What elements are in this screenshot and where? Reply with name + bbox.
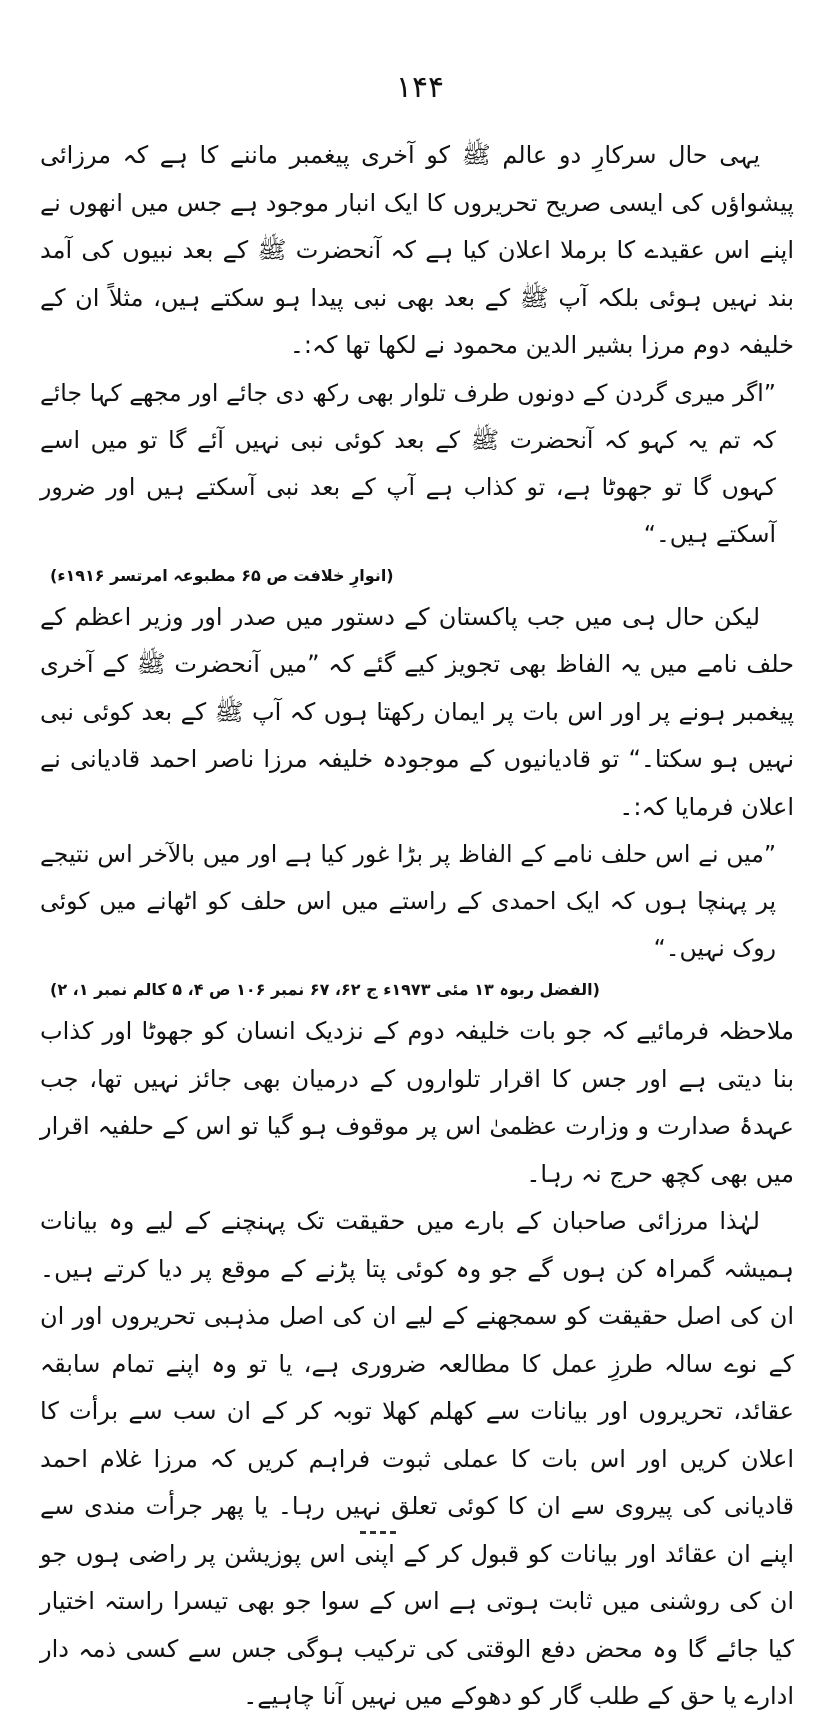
- paragraph-3: ملاحظہ فرمائیے کہ جو بات خلیفہ دوم کے نزدیک انسان کو جھوٹا اور کذاب بنا دیتی ہے اور جس کا اقرار تلواروں کے درمیان بھی جائز نہیں تھا، جب عہدۂ صدارت و وزارت عظمیٰ اس پر موقوف ہو گیا تو اس کے حلفیہ اقرار میں بھی کچھ حرج نہ رہا۔: [40, 1017, 794, 1188]
- footer-mark: [360, 1531, 396, 1538]
- quote-2: ”میں نے اس حلف نامے کے الفاظ پر بڑا غور کیا ہے اور میں بالآخر اس نتیجے پر پہنچا ہوں کہ ایک احمدی کے راستے میں اس حلف کو اٹھانے میں کوئی روک نہیں۔“: [40, 840, 776, 962]
- body-text: [40, 132, 794, 1721]
- page-number: ۱۴۴: [395, 70, 445, 105]
- citation-1: (انوارِ خلافت ص ۶۵ مطبوعہ امرتسر ۱۹۱۶ء): [50, 565, 394, 585]
- citation-2: (الفضل ربوہ ۱۳ مئی ۱۹۷۳ء ج ۶۲، ۶۷ نمبر ۱۰۶ ص ۴، ۵ کالم نمبر ۱، ۲): [50, 980, 600, 999]
- quote-1: ”اگر میری گردن کے دونوں طرف تلوار بھی رکھ دی جائے اور مجھے کہا جائے کہ تم یہ کہو کہ آنحضرت ﷺ کے بعد کوئی نبی نہیں آئے گا تو میں اسے کہوں گا تو جھوٹا ہے، تو کذاب ہے آپ کے بعد نبی آسکتے ہیں اور ضرور آسکتے ہیں۔“: [40, 378, 776, 548]
- paragraph-1: یہی حال سرکارِ دو عالم ﷺ کو آخری پیغمبر ماننے کا ہے کہ مرزائی پیشواؤں کی ایسی صریح تحریروں کا ایک انبار موجود ہے جس میں انھوں نے اپنے اس عقیدے کا برملا اعلان کیا ہے کہ آنحضرت ﷺ کے بعد نبیوں کی آمد بند نہیں ہوئی بلکہ آپ ﷺ کے بعد بھی نبی پیدا ہو سکتے ہیں، مثلاً ان کے خلیفہ دوم مرزا بشیر الدین محمود نے لکھا تھا کہ:۔: [40, 141, 794, 359]
- paragraph-2: لیکن حال ہی میں جب پاکستان کے دستور میں صدر اور وزیر اعظم کے حلف نامے میں یہ الفاظ بھی تجویز کیے گئے کہ ”میں آنحضرت ﷺ کے آخری پیغمبر ہونے پر اور اس بات پر ایمان رکھتا ہوں کہ آپ ﷺ کے بعد کوئی نبی نہیں ہو سکتا۔“ تو قادیانیوں کے موجودہ خلیفہ مرزا ناصر احمد قادیانی نے اعلان فرمایا کہ:۔: [40, 602, 794, 821]
- paragraph-4: لہٰذا مرزائی صاحبان کے بارے میں حقیقت تک پہنچنے کے لیے وہ بیانات ہمیشہ گمراہ کن ہوں گے جو وہ کوئی پتا پڑنے کے موقع پر دیا کرتے ہیں۔ ان کی اصل حقیقت کو سمجھنے کے لیے ان کی اصل مذہبی تحریروں اور ان کے نوے سالہ طرزِ عمل کا مطالعہ ضروری ہے، یا تو وہ اپنے تمام سابقہ عقائد، تحریروں اور بیانات سے کھلم کھلا توبہ کر کے ان سب سے برأت کا اعلان کریں اور اس بات کا عملی ثبوت فراہم کریں کہ مرزا غلام احمد قادیانی کی پیروی سے ان کا کوئی تعلق نہیں رہا۔ یا پھر جرأت مندی سے اپنے ان عقائد اور بیانات کو قبول کر کے اپنی اس پوزیشن پر راضی ہوں جو ان کی روشنی میں ثابت ہوتی ہے اس کے سوا جو بھی تیسرا راستہ اختیار کیا جائے گا وہ محض دفع الوقتی کی ترکیب ہوگی جس سے کسی ذمہ دار ادارے یا حق کے طلب گار کو دھوکے میں نہیں آنا چاہیے۔: [40, 1207, 794, 1710]
